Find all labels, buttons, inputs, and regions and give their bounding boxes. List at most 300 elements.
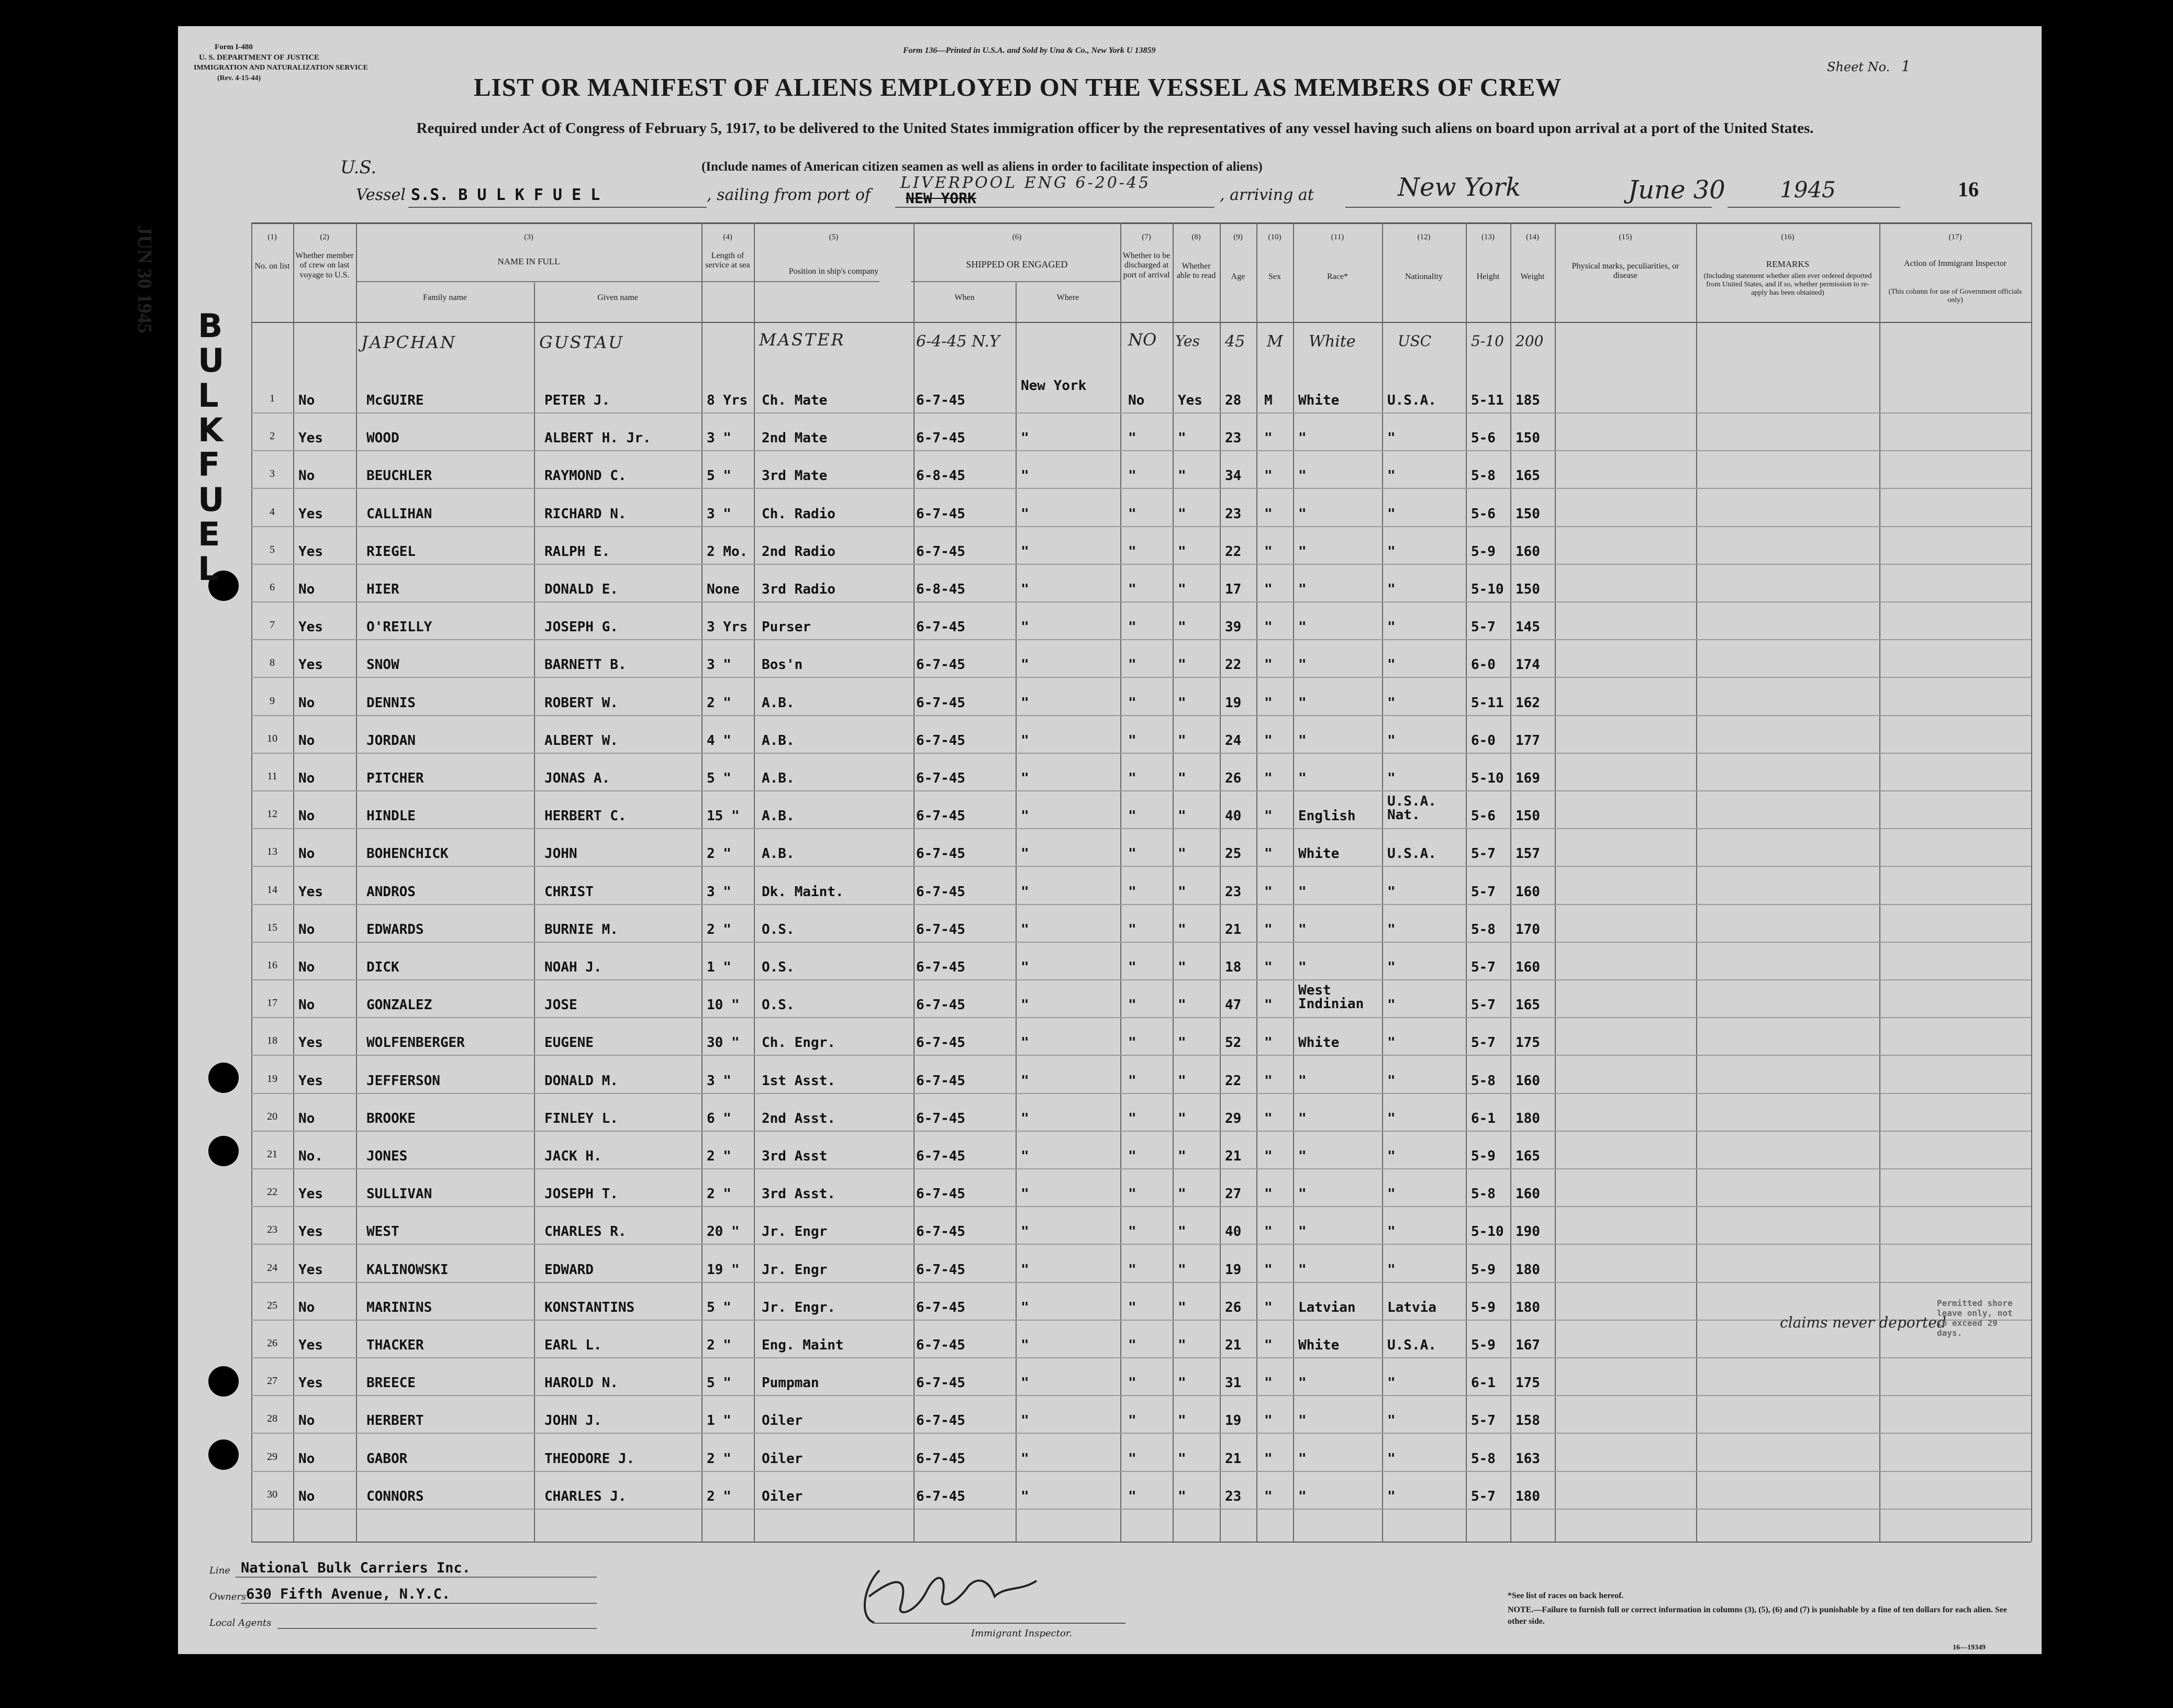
cell-position: 3rd Asst xyxy=(762,1148,828,1164)
cell-discharge: " xyxy=(1128,1186,1136,1202)
cell-shipped-where: " xyxy=(1021,1035,1029,1051)
cell-position: O.S. xyxy=(762,921,795,937)
master-age: 45 xyxy=(1225,332,1245,351)
cell-weight: 162 xyxy=(1515,695,1540,711)
header-bottom-border xyxy=(251,322,2031,323)
cell-row-number: 21 xyxy=(267,1148,277,1160)
cell-discharge: " xyxy=(1128,771,1136,786)
cell-service-length: 5 " xyxy=(707,1299,731,1315)
row-rule xyxy=(251,1433,2031,1434)
cell-shipped-when: 6-8-45 xyxy=(916,468,965,484)
cell-weight: 185 xyxy=(1515,393,1540,408)
cell-row-number: 8 xyxy=(270,657,275,669)
col-num-9: (9) xyxy=(1233,233,1243,241)
cell-height: 5-7 xyxy=(1471,884,1496,900)
cell-last-voyage: No xyxy=(298,468,315,484)
cell-family-name: MARININS xyxy=(366,1299,432,1315)
cell-shipped-where: " xyxy=(1021,1488,1029,1504)
cell-given-name: CHARLES J. xyxy=(544,1488,627,1504)
cell-last-voyage: Yes xyxy=(298,430,323,446)
cell-sex: " xyxy=(1264,1488,1273,1504)
row-rule xyxy=(251,677,2031,678)
cell-age: 31 xyxy=(1225,1375,1242,1391)
col-rule xyxy=(1293,222,1294,1542)
cell-shipped-when: 6-7-45 xyxy=(916,1413,965,1429)
cell-sex: " xyxy=(1264,1073,1273,1089)
col-rule xyxy=(1382,222,1383,1542)
cell-shipped-when: 6-7-45 xyxy=(916,1073,965,1089)
row-rule xyxy=(251,1131,2031,1132)
cell-race: " xyxy=(1298,1148,1307,1164)
cell-shipped-when: 6-7-45 xyxy=(916,1299,965,1315)
row-rule xyxy=(251,1093,2031,1094)
row-rule xyxy=(251,1471,2031,1472)
col-rule xyxy=(1555,222,1556,1542)
cell-discharge: " xyxy=(1128,468,1136,484)
row-rule xyxy=(251,412,2031,414)
cell-nationality: " xyxy=(1387,1148,1396,1164)
subtitle: Required under Act of Congress of February 5, 1917, to be delivered to the United States immigration officer by the representatives of any vessel having such aliens on board upon arrival at a port of the United States. xyxy=(416,120,1814,137)
cell-sex: " xyxy=(1264,1262,1273,1278)
cell-given-name: RAYMOND C. xyxy=(544,468,627,484)
cell-family-name: O'REILLY xyxy=(366,619,432,635)
table-top-border xyxy=(251,222,2031,224)
cell-position: 2nd Radio xyxy=(762,543,835,560)
cell-height: 5-8 xyxy=(1471,921,1496,937)
cell-height: 5-11 xyxy=(1471,695,1504,711)
cell-height: 5-8 xyxy=(1471,1073,1496,1089)
cell-sex: " xyxy=(1264,1375,1273,1391)
cell-weight: 180 xyxy=(1515,1488,1540,1504)
row-rule xyxy=(251,639,2031,640)
cell-race: White xyxy=(1298,393,1340,408)
cell-service-length: 5 " xyxy=(707,771,731,786)
form-code: 16—19349 xyxy=(1953,1644,1986,1651)
inclusion-note: (Include names of American citizen seamen as well as aliens in order to facilitate inspection of aliens) xyxy=(701,160,1263,174)
cell-shipped-when: 6-7-45 xyxy=(916,808,965,824)
col-header-action-sub: (This column for use of Government officials only) xyxy=(1888,288,2022,305)
cell-height: 5-10 xyxy=(1471,582,1504,597)
cell-shipped-when: 6-7-45 xyxy=(916,1450,965,1467)
row-rule xyxy=(251,866,2031,867)
cell-nationality: " xyxy=(1387,1450,1396,1467)
cell-shipped-where: " xyxy=(1021,959,1029,975)
cell-weight: 163 xyxy=(1515,1450,1540,1467)
cell-height: 5-8 xyxy=(1471,1186,1496,1202)
row-rule xyxy=(251,1509,2031,1510)
cell-shipped-where: " xyxy=(1021,619,1029,635)
cell-weight: 177 xyxy=(1515,732,1540,749)
cell-last-voyage: Yes xyxy=(298,657,323,673)
cell-shipped-where: " xyxy=(1021,921,1029,937)
cell-last-voyage: No xyxy=(298,695,315,711)
cell-sex: " xyxy=(1264,959,1273,975)
side-vessel-handwritten: BULKFUEL xyxy=(198,307,225,588)
cell-service-length: 2 " xyxy=(707,1488,731,1504)
cell-given-name: EARL L. xyxy=(544,1337,602,1353)
master-discharge: NO xyxy=(1128,330,1157,350)
master-weight: 200 xyxy=(1515,332,1544,350)
cell-weight: 180 xyxy=(1515,1262,1540,1278)
cell-nationality: " xyxy=(1387,997,1396,1013)
cell-height: 6-0 xyxy=(1471,732,1496,749)
cell-given-name: JOHN J. xyxy=(544,1413,602,1429)
cell-shipped-when: 6-7-45 xyxy=(916,506,965,522)
cell-nationality: " xyxy=(1387,1488,1396,1504)
cell-shipped-when: 6-7-45 xyxy=(916,1262,965,1278)
master-read: Yes xyxy=(1175,332,1200,350)
cell-able-to-read: " xyxy=(1178,1413,1186,1429)
cell-given-name: JOHN xyxy=(544,846,577,862)
cell-shipped-where: " xyxy=(1021,430,1029,446)
row-rule xyxy=(251,450,2031,451)
cell-service-length: 3 " xyxy=(707,506,731,522)
row-rule xyxy=(251,1357,2031,1358)
cell-age: 40 xyxy=(1225,1224,1242,1240)
row-rule xyxy=(251,526,2031,527)
cell-given-name: JACK H. xyxy=(544,1148,602,1164)
cell-last-voyage: No xyxy=(298,1299,315,1315)
cell-discharge: " xyxy=(1128,1110,1136,1126)
cell-row-number: 28 xyxy=(267,1413,277,1425)
cell-row-number: 26 xyxy=(267,1337,277,1349)
cell-sex: " xyxy=(1264,1450,1273,1467)
master-when: 6-4-45 N.Y xyxy=(916,332,1000,351)
cell-family-name: DENNIS xyxy=(366,695,416,711)
row-rule xyxy=(251,979,2031,980)
cell-shipped-where: " xyxy=(1021,1262,1029,1278)
cell-able-to-read: " xyxy=(1178,959,1186,975)
cell-row-number: 10 xyxy=(267,732,277,744)
cell-discharge: " xyxy=(1128,430,1136,446)
cell-nationality: " xyxy=(1387,884,1396,900)
cell-discharge: " xyxy=(1128,619,1136,635)
cell-discharge: " xyxy=(1128,1224,1136,1240)
cell-service-length: 2 " xyxy=(707,1186,731,1202)
sailing-label: , sailing from port of xyxy=(707,186,871,204)
row-rule xyxy=(251,942,2031,943)
cell-height: 5-9 xyxy=(1471,1148,1496,1164)
cell-height: 5-9 xyxy=(1471,1337,1496,1353)
cell-shipped-when: 6-7-45 xyxy=(916,1035,965,1051)
cell-race: White xyxy=(1298,846,1340,862)
col-header-discharge: Whether to be discharged at port of arrival xyxy=(1122,251,1171,280)
cell-family-name: HINDLE xyxy=(366,808,416,824)
cell-age: 18 xyxy=(1225,959,1242,975)
cell-position: O.S. xyxy=(762,959,795,975)
cell-service-length: 10 " xyxy=(707,997,740,1013)
cell-shipped-where: " xyxy=(1021,543,1029,560)
cell-given-name: JOSEPH G. xyxy=(544,619,618,635)
cell-able-to-read: " xyxy=(1178,808,1186,824)
cell-weight: 165 xyxy=(1515,1148,1540,1164)
row-rule xyxy=(251,1168,2031,1169)
cell-age: 40 xyxy=(1225,808,1242,824)
cell-nationality: Latvia xyxy=(1387,1299,1436,1315)
cell-given-name: CHRIST xyxy=(544,884,594,900)
punch-hole xyxy=(208,1063,239,1093)
col-num-17: (17) xyxy=(1948,233,1962,241)
cell-family-name: WOOD xyxy=(366,430,399,446)
cell-able-to-read: " xyxy=(1178,1262,1186,1278)
cell-family-name: CALLIHAN xyxy=(366,506,432,522)
page-title: LIST OR MANIFEST OF ALIENS EMPLOYED ON THE VESSEL AS MEMBERS OF CREW xyxy=(474,73,1562,102)
cell-last-voyage: Yes xyxy=(298,1224,323,1240)
year: 1945 xyxy=(1780,177,1836,203)
owners-rule xyxy=(241,1603,597,1604)
row-rule xyxy=(251,1244,2031,1245)
row-rule xyxy=(251,1320,2031,1321)
cell-height: 5-7 xyxy=(1471,1413,1496,1429)
cell-shipped-where: " xyxy=(1021,1224,1029,1240)
cell-service-length: 3 " xyxy=(707,657,731,673)
cell-shipped-where: " xyxy=(1021,657,1029,673)
col-header-position: Position in ship's company xyxy=(788,267,879,276)
cell-nationality: " xyxy=(1387,732,1396,749)
cell-discharge: " xyxy=(1128,1299,1136,1315)
cell-weight: 158 xyxy=(1515,1413,1540,1429)
master-nationality: USC xyxy=(1398,332,1432,350)
cell-position: Ch. Radio xyxy=(762,506,835,522)
cell-discharge: " xyxy=(1128,695,1136,711)
col-num-2: (2) xyxy=(320,233,329,241)
cell-row-number: 17 xyxy=(267,997,277,1009)
vessel-underline xyxy=(408,207,707,208)
cell-age: 22 xyxy=(1225,543,1242,560)
cell-race: " xyxy=(1298,657,1307,673)
cell-given-name: HERBERT C. xyxy=(544,808,627,824)
cell-position: Oiler xyxy=(762,1488,803,1504)
cell-position: Pumpman xyxy=(762,1375,819,1391)
remark-25-handwritten: claims never deported xyxy=(1780,1314,1946,1331)
department: U. S. DEPARTMENT OF JUSTICE xyxy=(199,53,320,62)
cell-given-name: RALPH E. xyxy=(544,543,610,560)
cell-position: 3rd Asst. xyxy=(762,1186,835,1202)
cell-last-voyage: Yes xyxy=(298,1337,323,1353)
cell-row-number: 11 xyxy=(267,771,277,782)
cell-service-length: 2 " xyxy=(707,1450,731,1467)
cell-position: Dk. Maint. xyxy=(762,884,844,900)
cell-position: Jr. Engr xyxy=(762,1262,828,1278)
cell-position: 3rd Mate xyxy=(762,468,828,484)
cell-race: " xyxy=(1298,1375,1307,1391)
cell-service-length: 2 Mo. xyxy=(707,543,748,560)
shipped-subheader-rule xyxy=(911,281,1120,282)
cell-last-voyage: No xyxy=(298,393,315,408)
col-rule xyxy=(1120,222,1121,1542)
cell-race: Latvian xyxy=(1298,1299,1356,1315)
col-num-15: (15) xyxy=(1619,233,1632,241)
cell-row-number: 4 xyxy=(270,506,275,518)
cell-discharge: " xyxy=(1128,921,1136,937)
cell-last-voyage: No xyxy=(298,1450,315,1467)
cell-weight: 165 xyxy=(1515,997,1540,1013)
form-number: Form I-480 xyxy=(215,43,253,51)
cell-given-name: NOAH J. xyxy=(544,959,602,975)
vessel-label: Vessel xyxy=(356,186,406,204)
col-header-service: Length of service at sea xyxy=(705,251,750,270)
row-rule xyxy=(251,904,2031,905)
cell-height: 5-6 xyxy=(1471,808,1496,824)
cell-shipped-when: 6-7-45 xyxy=(916,959,965,975)
col-rule xyxy=(2031,222,2032,1542)
sailing-underline xyxy=(895,207,1214,208)
cell-service-length: 2 " xyxy=(707,1148,731,1164)
sailing-handwritten: LIVERPOOL ENG 6-20-45 xyxy=(900,174,1151,192)
inspector-label: Immigrant Inspector. xyxy=(971,1628,1073,1639)
cell-shipped-where: " xyxy=(1021,695,1029,711)
cell-able-to-read: " xyxy=(1178,1450,1186,1467)
cell-race: " xyxy=(1298,468,1307,484)
cell-age: 29 xyxy=(1225,1110,1242,1126)
cell-nationality: " xyxy=(1387,582,1396,597)
cell-able-to-read: " xyxy=(1178,1299,1186,1315)
cell-row-number: 18 xyxy=(267,1035,277,1047)
cell-age: 22 xyxy=(1225,1073,1242,1089)
cell-service-length: 2 " xyxy=(707,1337,731,1353)
col-num-13: (13) xyxy=(1481,233,1495,241)
cell-age: 23 xyxy=(1225,884,1242,900)
cell-row-number: 23 xyxy=(267,1224,277,1236)
cell-given-name: BURNIE M. xyxy=(544,921,618,937)
cell-age: 21 xyxy=(1225,1148,1242,1164)
cell-weight: 150 xyxy=(1515,506,1540,522)
cell-discharge: " xyxy=(1128,997,1136,1013)
col-rule xyxy=(1466,222,1467,1542)
cell-sex: " xyxy=(1264,884,1273,900)
cell-nationality: U.S.A. xyxy=(1387,846,1436,862)
cell-height: 6-0 xyxy=(1471,657,1496,673)
col-rule xyxy=(1016,283,1017,1542)
cell-shipped-where: " xyxy=(1021,1299,1029,1315)
cell-race: " xyxy=(1298,921,1307,937)
cell-nationality: " xyxy=(1387,695,1396,711)
cell-weight: 150 xyxy=(1515,582,1540,597)
cell-position: Ch. Engr. xyxy=(762,1035,835,1051)
cell-able-to-read: " xyxy=(1178,1337,1186,1353)
col-num-3: (3) xyxy=(524,233,533,241)
cell-row-number: 19 xyxy=(267,1073,277,1085)
printer-line: Form 136—Printed in U.S.A. and Sold by Una & Co., New York U 13859 xyxy=(903,46,1156,55)
col-header-read: Whether able to read xyxy=(1176,262,1216,281)
cell-sex: " xyxy=(1264,732,1273,749)
col-header-given: Given name xyxy=(597,293,638,302)
master-race: White xyxy=(1309,332,1356,351)
cell-shipped-where: " xyxy=(1021,771,1029,786)
cell-given-name: FINLEY L. xyxy=(544,1110,618,1126)
cell-shipped-where: " xyxy=(1021,1073,1029,1089)
cell-able-to-read: " xyxy=(1178,732,1186,749)
cell-last-voyage: No xyxy=(298,921,315,937)
cell-discharge: " xyxy=(1128,1450,1136,1467)
cell-able-to-read: " xyxy=(1178,1148,1186,1164)
cell-family-name: CONNORS xyxy=(366,1488,424,1504)
cell-height: 5-11 xyxy=(1471,393,1504,408)
col-header-no: No. on list xyxy=(254,262,290,271)
cell-race: " xyxy=(1298,771,1307,786)
cell-able-to-read: " xyxy=(1178,1110,1186,1126)
cell-position: O.S. xyxy=(762,997,795,1013)
cell-position: Purser xyxy=(762,619,811,635)
cell-race: " xyxy=(1298,506,1307,522)
cell-given-name: CHARLES R. xyxy=(544,1224,627,1240)
master-height: 5-10 xyxy=(1471,332,1504,350)
cell-weight: 180 xyxy=(1515,1299,1540,1315)
cell-service-length: 4 " xyxy=(707,732,731,749)
cell-race: " xyxy=(1298,543,1307,560)
cell-service-length: 19 " xyxy=(707,1262,740,1278)
cell-given-name: EUGENE xyxy=(544,1035,594,1051)
cell-position: 2nd Mate xyxy=(762,430,828,446)
cell-age: 19 xyxy=(1225,1262,1242,1278)
inspector-rule xyxy=(874,1623,1125,1624)
cell-position: Ch. Mate xyxy=(762,393,828,408)
cell-height: 5-9 xyxy=(1471,543,1496,560)
cell-family-name: KALINOWSKI xyxy=(366,1262,449,1278)
cell-row-number: 13 xyxy=(267,846,277,858)
cell-nationality: " xyxy=(1387,1186,1396,1202)
cell-discharge: " xyxy=(1128,1375,1136,1391)
col-rule xyxy=(293,222,294,1542)
cell-given-name: ALBERT W. xyxy=(544,732,618,749)
cell-row-number: 12 xyxy=(267,808,277,820)
cell-sex: " xyxy=(1264,808,1273,824)
cell-service-length: 3 " xyxy=(707,430,731,446)
cell-nationality: " xyxy=(1387,1110,1396,1126)
cell-position: Eng. Maint xyxy=(762,1337,844,1353)
cell-family-name: EDWARDS xyxy=(366,921,424,937)
col-header-where: Where xyxy=(1056,293,1079,302)
col-header-height: Height xyxy=(1476,272,1500,281)
cell-position: Jr. Engr. xyxy=(762,1299,835,1315)
cell-able-to-read: " xyxy=(1178,543,1186,560)
cell-service-length: 2 " xyxy=(707,921,731,937)
punch-hole xyxy=(208,1439,239,1470)
master-position: MASTER xyxy=(759,330,845,350)
cell-nationality: " xyxy=(1387,1375,1396,1391)
cell-family-name: HERBERT xyxy=(366,1413,424,1429)
line-rule xyxy=(236,1577,597,1578)
cell-given-name: PETER J. xyxy=(544,393,610,408)
cell-age: 21 xyxy=(1225,1450,1242,1467)
cell-race: " xyxy=(1298,1450,1307,1467)
cell-given-name: KONSTANTINS xyxy=(544,1299,635,1315)
col-rule xyxy=(1173,222,1174,1542)
cell-given-name: JONAS A. xyxy=(544,771,610,786)
cell-age: 22 xyxy=(1225,657,1242,673)
col-num-11: (11) xyxy=(1331,233,1344,241)
cell-last-voyage: No xyxy=(298,732,315,749)
cell-row-number: 29 xyxy=(267,1450,277,1463)
cell-sex: " xyxy=(1264,1035,1273,1051)
col-rule xyxy=(1510,222,1511,1542)
master-sex: M xyxy=(1267,332,1283,351)
cell-discharge: " xyxy=(1128,582,1136,597)
cell-shipped-when: 6-7-45 xyxy=(916,1148,965,1164)
cell-nationality: " xyxy=(1387,506,1396,522)
cell-sex: " xyxy=(1264,619,1273,635)
cell-able-to-read: " xyxy=(1178,884,1186,900)
cell-sex: " xyxy=(1264,1337,1273,1353)
master-family: JAPCHAN xyxy=(361,332,456,352)
cell-sex: " xyxy=(1264,582,1273,597)
col-header-physical: Physical marks, peculiarities, or disease xyxy=(1572,262,1679,281)
cell-height: 5-7 xyxy=(1471,997,1496,1013)
cell-nationality: " xyxy=(1387,1413,1396,1429)
cell-age: 23 xyxy=(1225,1488,1242,1504)
cell-discharge: " xyxy=(1128,884,1136,900)
sheet-number xyxy=(1827,58,1911,75)
